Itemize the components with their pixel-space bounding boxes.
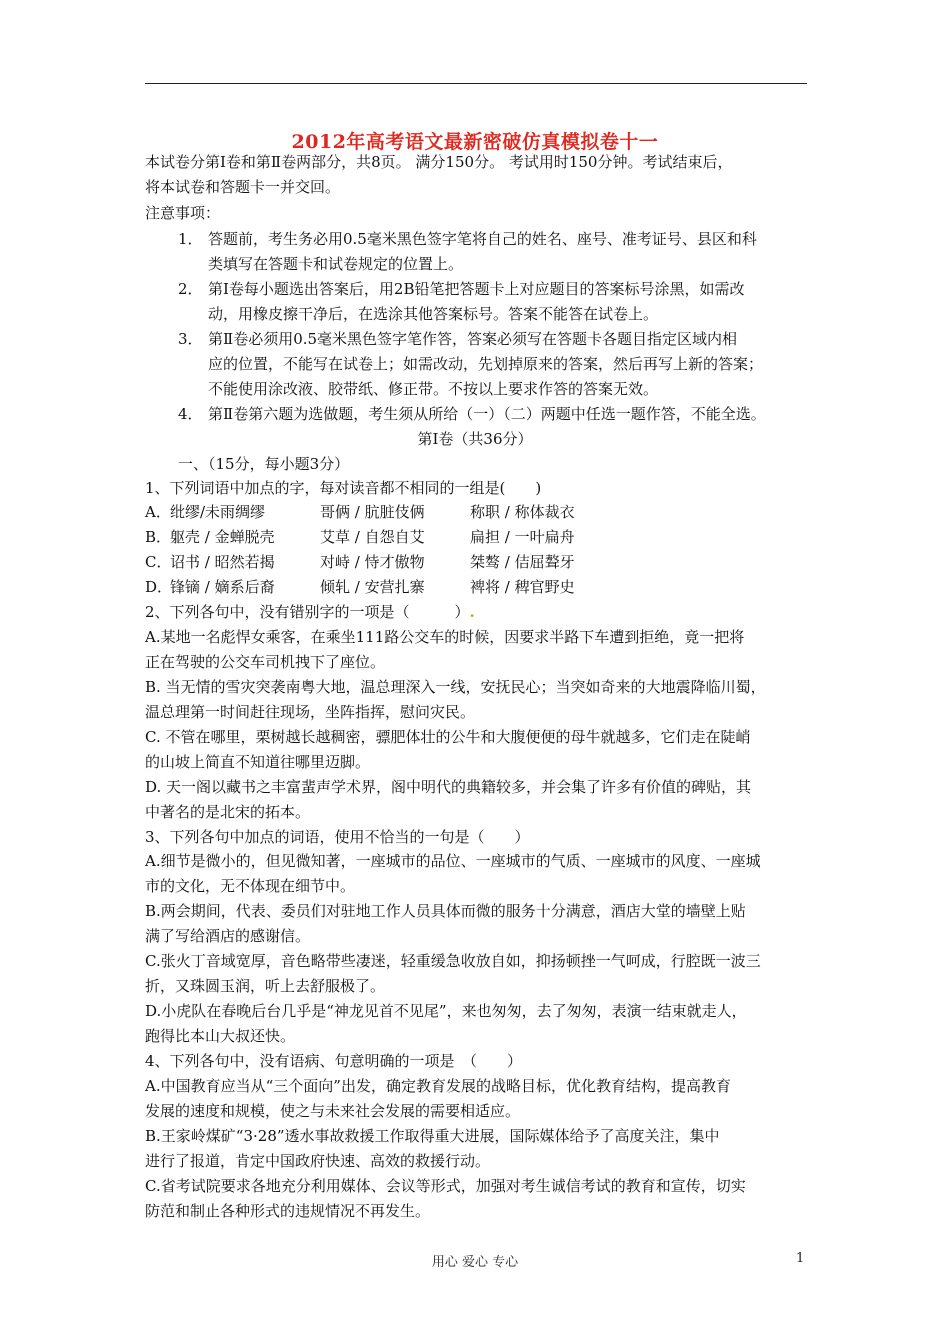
- question-4-line: 发展的速度和规模，使之与未来社会发展的需要相适应。: [145, 1102, 521, 1120]
- question-3-line: D.小虎队在春晚后台几乎是“神龙见首不见尾”，来也匆匆，去了匆匆，表演一结束就走人，: [145, 1002, 747, 1020]
- question-4-line: 防范和制止各种形式的违规情况不再发生。: [145, 1202, 431, 1220]
- question-3-line: 满了写给酒店的感谢信。: [145, 927, 311, 945]
- intro-line-2: 将本试卷和答题卡一并交回。: [145, 178, 341, 196]
- question-2-line: 的山坡上简直不知道往哪里迈脚。: [145, 753, 371, 771]
- part-heading: 一、（15分，每小题3分）: [178, 455, 350, 473]
- option-pair-3: 称职 / 称体裁衣: [470, 503, 575, 521]
- question-4-line: 进行了报道，肯定中国政府快速、高效的救援行动。: [145, 1152, 491, 1170]
- question-2-stem-text: 2、下列各句中，没有错别字的一项是（ ）: [145, 603, 470, 621]
- note-4-number: 4．: [178, 405, 203, 423]
- question-1-option-d: [145, 577, 575, 597]
- option-pair-3: 桀骜 / 佶屈聱牙: [470, 553, 575, 571]
- option-label: D．: [145, 578, 173, 596]
- note-4-line-1: [178, 404, 766, 424]
- question-3-line: 折，又珠圆玉润，听上去舒服极了。: [145, 977, 386, 995]
- question-1-option-b: [145, 527, 575, 547]
- note-3-line-3: 不能使用涂改液、胶带纸、修正带。不按以上要求作答的答案无效。: [208, 380, 659, 398]
- question-4-stem: 4、下列各句中，没有语病、句意明确的一项是 （ ）: [145, 1052, 523, 1070]
- note-1-line-1: [178, 229, 757, 249]
- option-label: B．: [145, 528, 172, 546]
- option-label: A．: [145, 503, 171, 521]
- question-2-line: A.某地一名彪悍女乘客，在乘坐111路公交车的时候，因要求半路下车遭到拒绝，竟一把将: [145, 628, 745, 646]
- question-1-option-c: [145, 552, 575, 572]
- option-pair-2: 倾轧 / 安营扎寨: [320, 578, 425, 596]
- question-3-line: C.张火丁音域宽厚，音色略带些凄迷，轻重缓急收放自如，抑扬顿挫一气呵成，行腔既一波三: [145, 952, 761, 970]
- option-pair-3: 扁担 / 一叶扁舟: [470, 528, 575, 546]
- question-2-line: C. 不管在哪里，栗树越长越稠密，骠肥体壮的公牛和大腹便便的母牛就越多，它们走在陡峭: [145, 728, 751, 746]
- question-2-line: 温总理第一时间赶往现场，坐阵指挥，慰问灾民。: [145, 703, 476, 721]
- section-heading: 第Ⅰ卷（共36分）: [417, 430, 533, 448]
- question-2-line: 正在驾驶的公交车司机拽下了座位。: [145, 653, 386, 671]
- note-2-line-1: [178, 279, 745, 299]
- question-3-line: A.细节是微小的，但见微知著，一座城市的品位、一座城市的气质、一座城市的风度、一座城: [145, 852, 761, 870]
- option-pair-1: 纰缪/未雨绸缪: [170, 503, 266, 521]
- option-pair-2: 艾草 / 自怨自艾: [320, 528, 425, 546]
- header-rule: [145, 83, 807, 84]
- option-label: C．: [145, 553, 172, 571]
- note-3-number: 3．: [178, 330, 203, 348]
- question-3-line: B.两会期间，代表、委员们对驻地工作人员具体而微的服务十分满意，酒店大堂的墙壁上贴: [145, 902, 746, 920]
- question-4-line: B.王家岭煤矿“3·28”透水事故救援工作取得重大进展，国际媒体给予了高度关注，集中: [145, 1127, 720, 1145]
- note-3-text: 第Ⅱ卷必须用0.5毫米黑色签字笔作答，答案必须写在答题卡各题目指定区域内相: [208, 330, 738, 348]
- question-2-line: D. 天一阁以藏书之丰富蜚声学术界，阁中明代的典籍较多，并会集了许多有价值的碑贴，其: [145, 778, 752, 796]
- option-pair-1: 躯壳 / 金蝉脱壳: [170, 528, 275, 546]
- page-title: 2012年高考语文最新密破仿真模拟卷十一: [291, 131, 659, 153]
- question-2-line: 中著名的是北宋的拓本。: [145, 803, 311, 821]
- question-1-option-a: [145, 502, 575, 522]
- question-4-line: A.中国教育应当从“三个面向”出发，确定教育发展的战略目标，优化教育结构，提高教育: [145, 1077, 731, 1095]
- note-3-line-1: [178, 329, 737, 349]
- note-2-line-2: 动，用橡皮擦干净后，在选涂其他答案标号。答案不能答在试卷上。: [208, 305, 659, 323]
- option-pair-2: 哥俩 / 肮脏伎俩: [320, 503, 425, 521]
- question-3-line: 市的文化，无不体现在细节中。: [145, 877, 356, 895]
- page-number: 1: [796, 1251, 805, 1266]
- option-pair-1: 锋镝 / 嫡系后裔: [170, 578, 275, 596]
- option-pair-2: 对峙 / 恃才傲物: [320, 553, 425, 571]
- option-pair-1: 诏书 / 昭然若揭: [170, 553, 275, 571]
- note-4-text: 第Ⅱ卷第六题为选做题，考生须从所给（一）（二）两题中任选一题作答，不能全选。: [208, 405, 766, 423]
- intro-line-1: 本试卷分第Ⅰ卷和第Ⅱ卷两部分，共8页。 满分150分。 考试用时150分钟。考试结束后，: [145, 153, 733, 171]
- note-2-text: 第Ⅰ卷每小题选出答案后，用2B铅笔把答题卡上对应题目的答案标号涂黑，如需改: [208, 280, 745, 298]
- option-pair-3: 裨将 / 稗官野史: [470, 578, 575, 596]
- note-2-number: 2．: [178, 280, 203, 298]
- note-3-line-2: 应的位置，不能写在试卷上；如需改动，先划掉原来的答案，然后再写上新的答案；: [208, 355, 764, 373]
- question-4-line: C.省考试院要求各地充分利用媒体、会议等形式，加强对考生诚信考试的教育和宣传，切实: [145, 1177, 746, 1195]
- footer-motto: 用心 爱心 专心: [431, 1255, 519, 1270]
- question-2-line: B. 当无情的雪灾突袭南粤大地，温总理深入一线，安抚民心；当突如奇来的大地震降临川蜀，: [145, 678, 766, 696]
- note-1-number: 1．: [178, 230, 203, 248]
- stray-mark: .: [469, 603, 475, 621]
- question-3-stem: 3、下列各句中加点的词语，使用不恰当的一句是（ ）: [145, 828, 530, 846]
- question-1-stem: 1、下列词语中加点的字，每对读音都不相同的一组是( ): [145, 479, 542, 497]
- question-3-line: 跑得比本山大叔还快。: [145, 1027, 296, 1045]
- question-2-stem: [145, 602, 475, 622]
- notes-heading: 注意事项：: [145, 204, 221, 222]
- note-1-line-2: 类填写在答题卡和试卷规定的位置上。: [208, 255, 464, 273]
- note-1-text: 答题前，考生务必用0.5毫米黑色签字笔将自己的姓名、座号、准考证号、县区和科: [208, 230, 757, 248]
